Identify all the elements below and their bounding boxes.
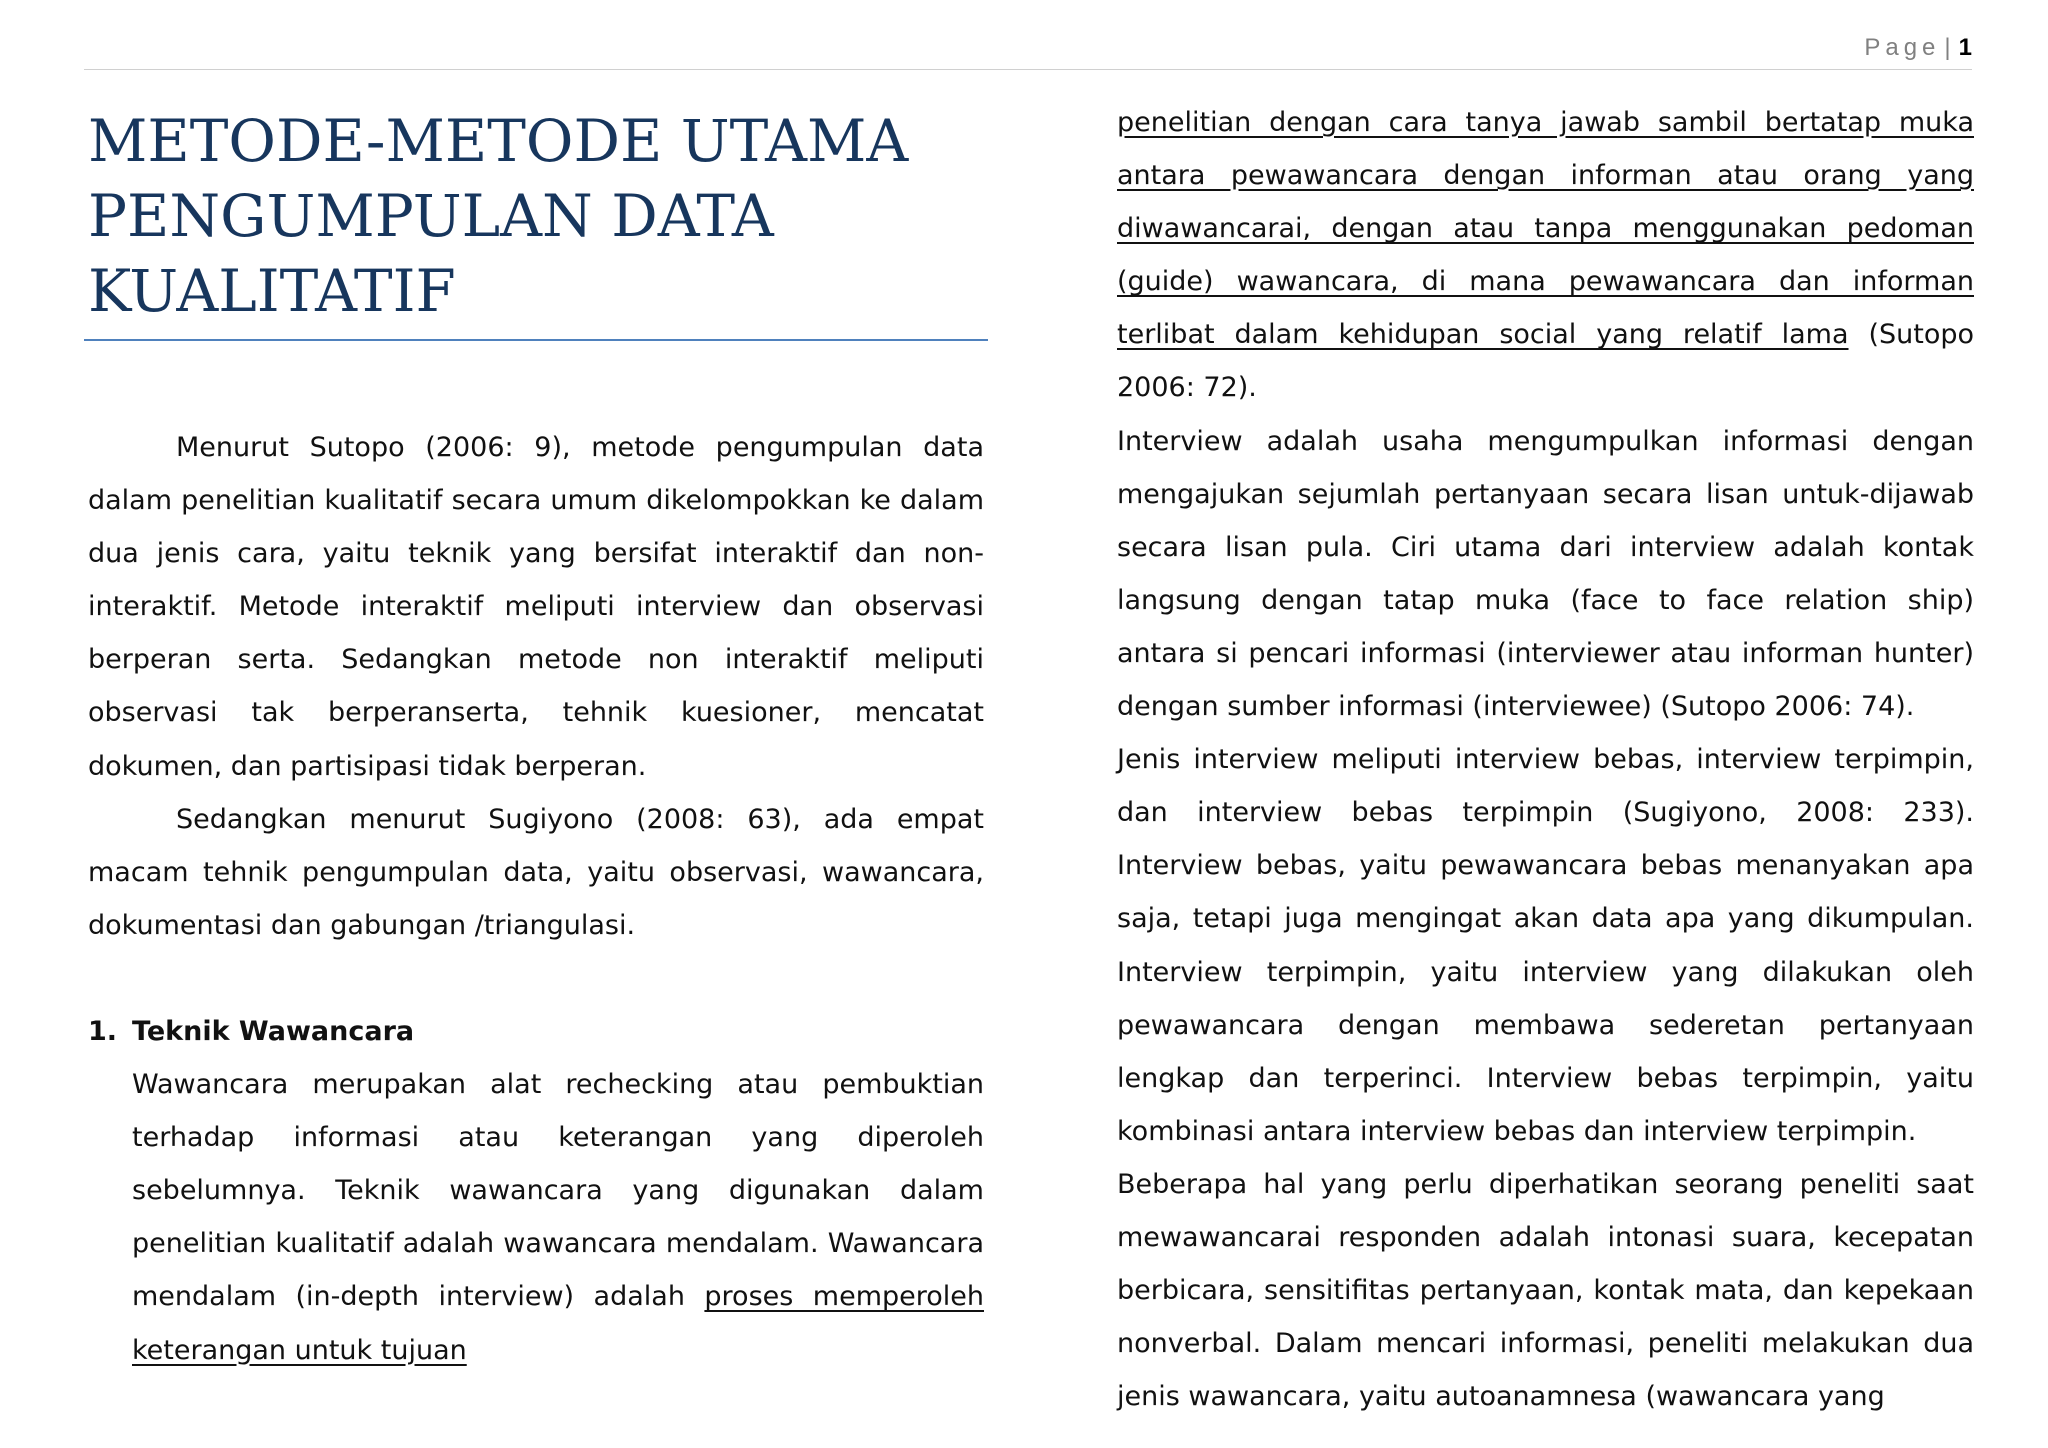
page-label: Page: [1864, 34, 1941, 61]
spacer: [88, 952, 984, 1005]
title-line-1: METODE-METODE UTAMA: [88, 107, 909, 175]
right-column: [1117, 96, 1974, 1423]
page-header: [1864, 34, 1972, 62]
section-heading: [88, 1005, 984, 1058]
underlined-definition-start: proses memperoleh keterangan untuk tujuan: [132, 1281, 984, 1366]
citation-sutopo-72: (Sutopo 2006: 72).: [1117, 319, 1974, 404]
document-title: [88, 104, 988, 329]
paragraph-interview: Interview adalah usaha mengumpulkan informasi dengan mengajukan sejumlah pertanyaan secara lisan untuk-dijawab secara lisan pula. Ciri utama dari interview adalah kontak langsung dengan tatap muka (face to face relation ship) antara si pencari informasi (interviewer atau informan hunter) dengan sumber informasi (interviewee) (Sutopo 2006: 74).: [1117, 425, 1974, 723]
paragraph-definition-continued: [1117, 96, 1974, 415]
title-line-3: KUALITATIF: [88, 257, 456, 325]
section-number: 1.: [88, 1015, 118, 1047]
header-divider: [84, 69, 1972, 70]
paragraph-wawancara-text: Wawancara merupakan alat rechecking atau pembuktian terhadap informasi atau keterangan yang diperoleh sebelumnya. Teknik wawancara yang digunakan dalam penelitian kualitatif adalah wawancara mendalam. Wawancara mendalam (in-depth interview) adalah: [132, 1069, 984, 1313]
title-divider: [84, 339, 988, 341]
paragraph-sugiyono: Sedangkan menurut Sugiyono (2008: 63), ada empat macam tehnik pengumpulan data, yaitu observasi, wawancara, dokumentasi dan gabungan /triangulasi.: [88, 803, 984, 941]
section-title: Teknik Wawancara: [132, 1015, 415, 1047]
title-line-2: PENGUMPULAN DATA: [88, 182, 774, 250]
left-column: [88, 421, 984, 1377]
page-number: 1: [1958, 34, 1972, 61]
page-separator: |: [1944, 34, 1951, 61]
paragraph-sutopo: Menurut Sutopo (2006: 9), metode pengumpulan data dalam penelitian kualitatif secara umum dikelompokkan ke dalam dua jenis cara, yaitu teknik yang bersifat interaktif dan non-interaktif. Metode interaktif meliputi interview dan observasi berperan serta. Sedangkan metode non interaktif meliputi observasi tak berperanserta, tehnik kuesioner, mencatat dokumen, dan partisipasi tidak berperan.: [88, 432, 984, 782]
underlined-definition-end: penelitian dengan cara tanya jawab sambil bertatap muka antara pewawancara dengan informan atau orang yang diwawancarai, dengan atau tanpa menggunakan pedoman (guide) wawancara, di mana pewawancara dan informan terlibat dalam kehidupan social yang relatif lama: [1117, 107, 1974, 351]
paragraph-wawancara: [88, 1058, 984, 1377]
paragraph-beberapa-hal: Beberapa hal yang perlu diperhatikan seorang peneliti saat mewawancarai responden adalah intonasi suara, kecepatan berbicara, sensitifitas pertanyaan, kontak mata, dan kepekaan nonverbal. Dalam mencari informasi, peneliti melakukan dua jenis wawancara, yaitu autoanamnesa (wawancara yang: [1117, 1168, 1974, 1413]
paragraph-jenis-interview: Jenis interview meliputi interview bebas, interview terpimpin, dan interview bebas terpimpin (Sugiyono, 2008: 233). Interview bebas, yaitu pewawancara bebas menanyakan apa saja, tetapi juga mengingat akan data apa yang dikumpulan. Interview terpimpin, yaitu interview yang dilakukan oleh pewawancara dengan membawa sederetan pertanyaan lengkap dan terperinci. Interview bebas terpimpin, yaitu kombinasi antara interview bebas dan interview terpimpin.: [1117, 744, 1974, 1147]
